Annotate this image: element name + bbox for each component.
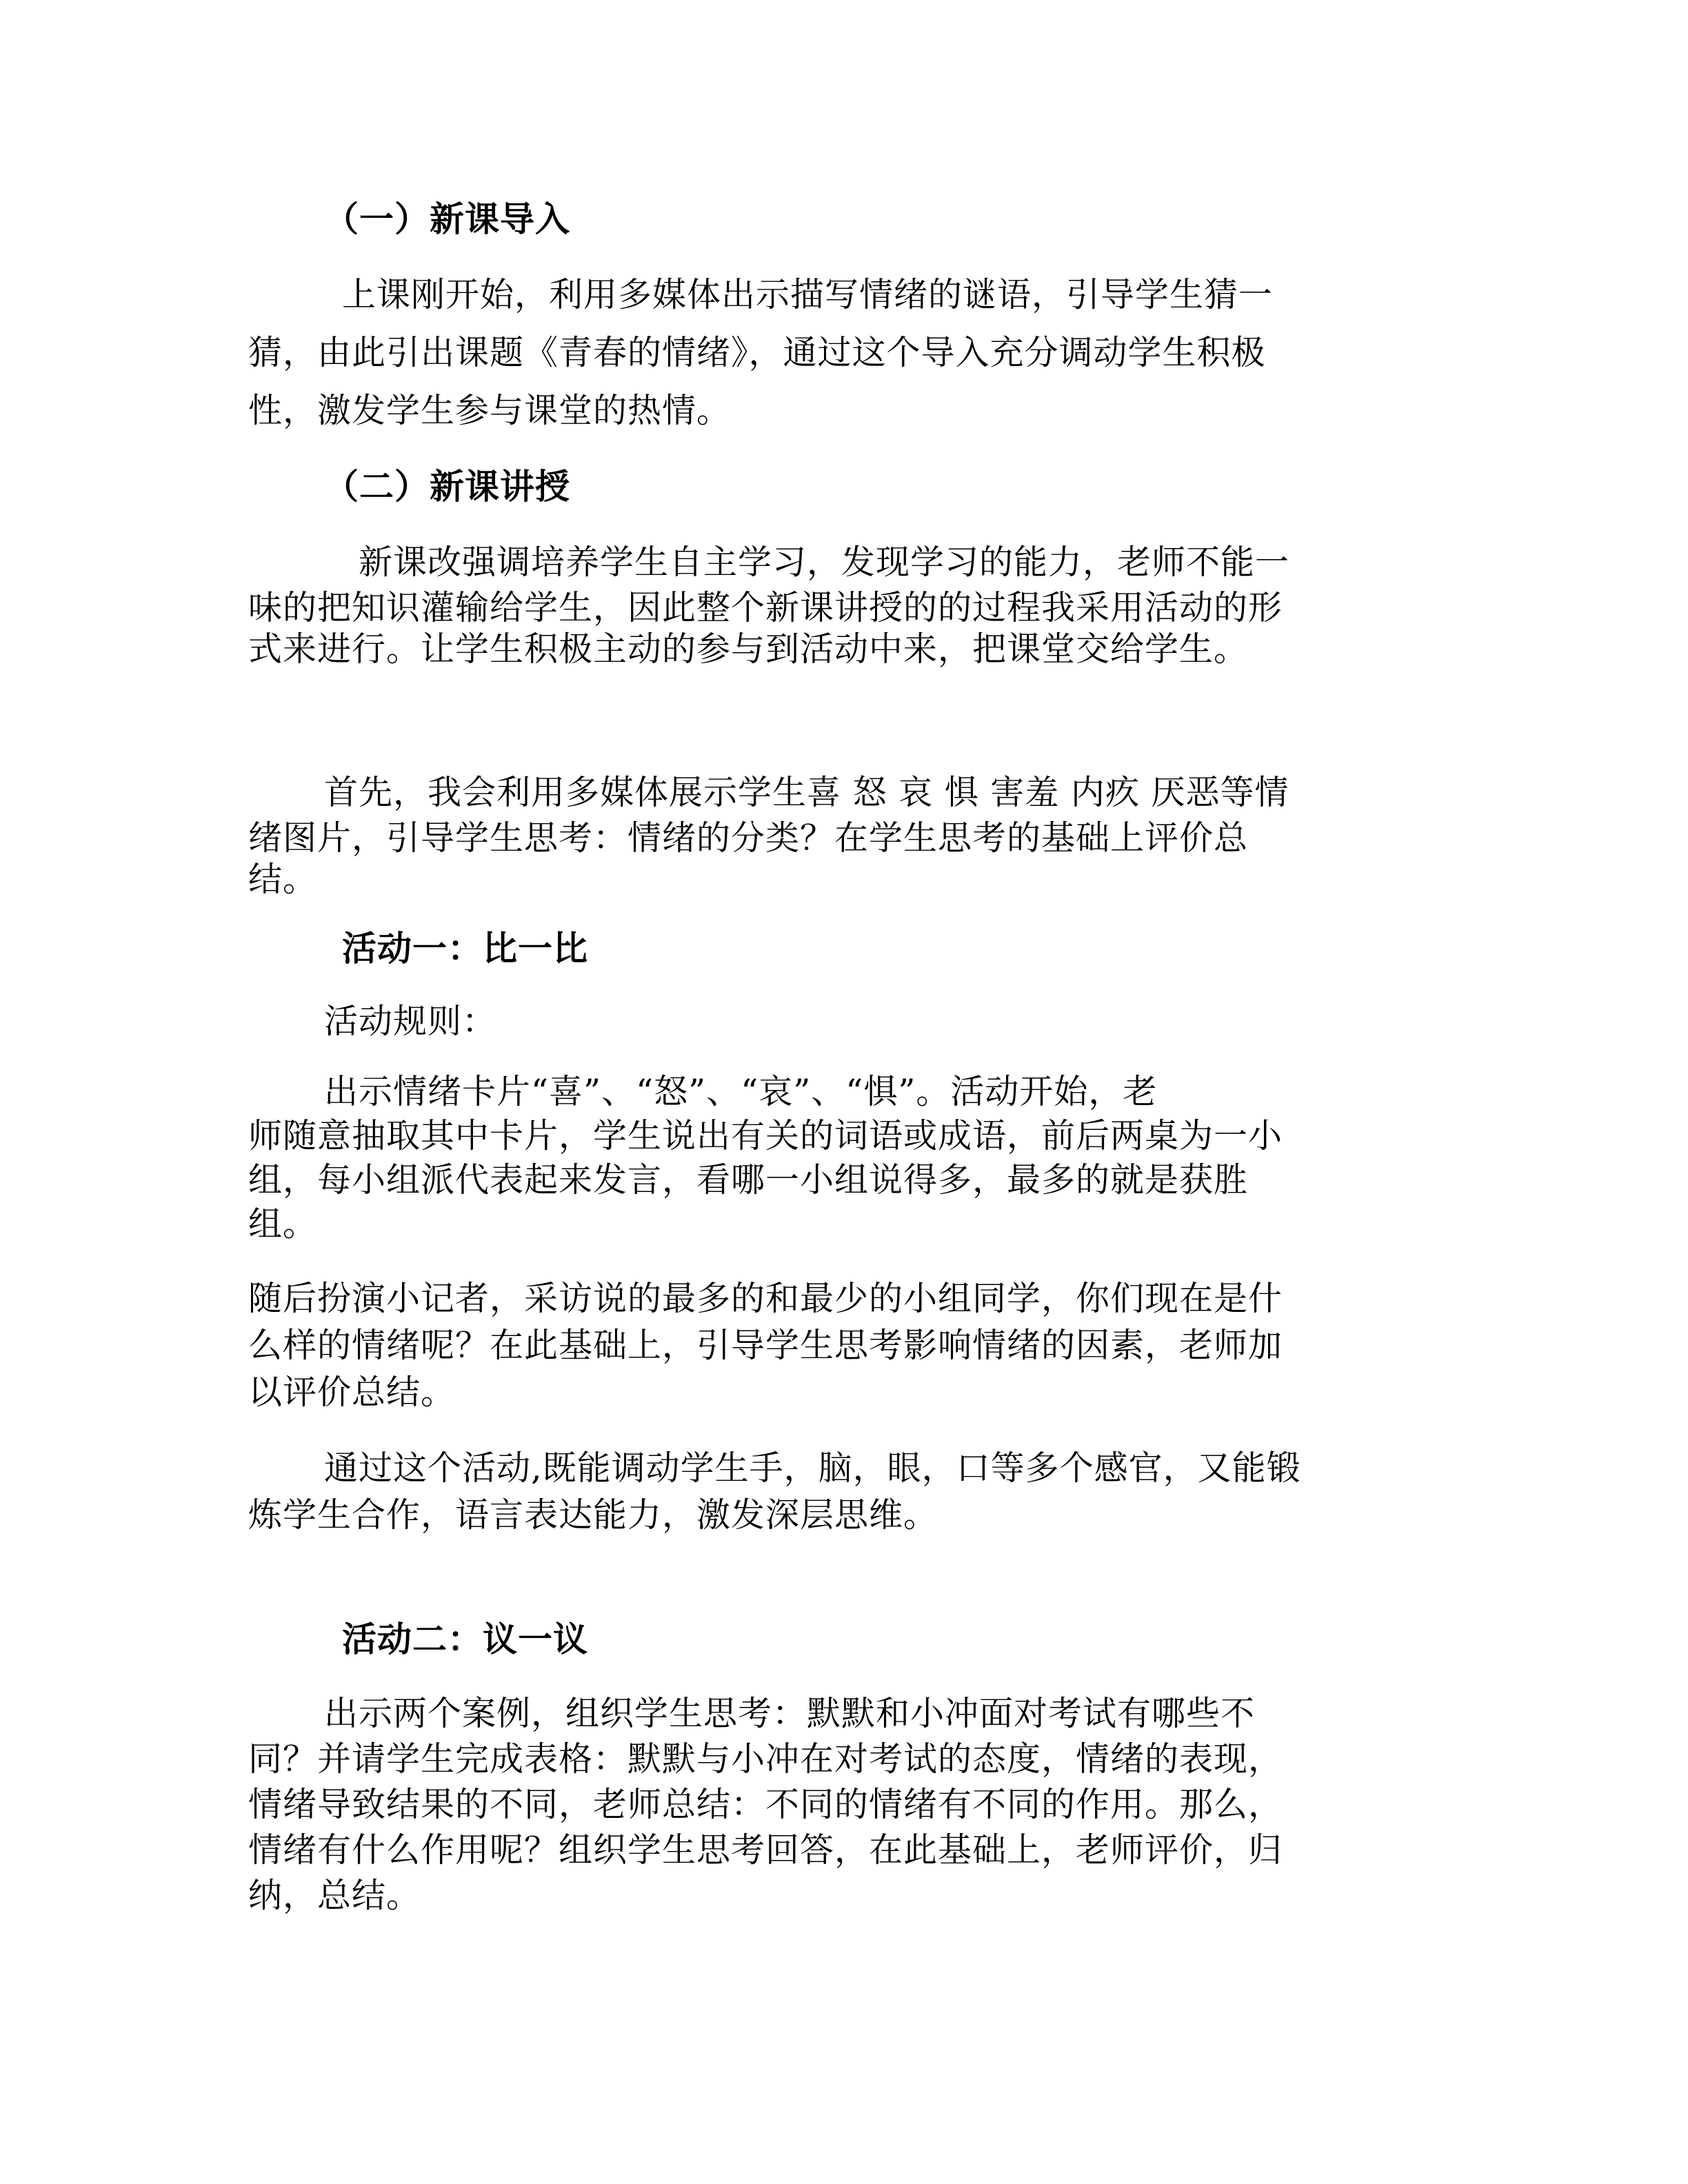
paragraph-line: 随后扮演小记者，采访说的最多的和最少的小组同学，你们现在是什 <box>248 1279 1283 1318</box>
paragraph-line: 新课改强调培养学生自主学习，发现学习的能力，老师不能一 <box>359 543 1290 582</box>
paragraph-line: 味的把知识灌输给学生，因此整个新课讲授的的过程我采用活动的形 <box>248 588 1283 627</box>
paragraph-line: 出示两个案例，组织学生思考：默默和小冲面对考试有哪些不 <box>324 1694 1256 1733</box>
paragraph-line: 通过这个活动,既能调动学生手，脑，眼，口等多个感官，又能锻 <box>324 1448 1301 1488</box>
activity-rules-label: 活动规则： <box>324 1002 497 1041</box>
paragraph-line: 么样的情绪呢？在此基础上，引导学生思考影响情绪的因素，老师加 <box>248 1326 1283 1365</box>
section-heading-new-lesson-teaching: （二）新课讲授 <box>324 466 570 507</box>
paragraph-line: 出示情绪卡片“喜”、“怒”、“哀”、“惧”。活动开始，老 <box>324 1072 1158 1111</box>
paragraph-line: 组，每小组派代表起来发言，看哪一小组说得多，最多的就是获胜 <box>248 1160 1249 1200</box>
paragraph-line: 组。 <box>248 1204 318 1244</box>
paragraph-line: 猜，由此引出课题《青春的情绪》，通过这个导入充分调动学生积极 <box>248 333 1266 372</box>
paragraph-line: 首先，我会利用多媒体展示学生喜 怒 哀 惧 害羞 内疚 厌恶等情 <box>324 773 1289 812</box>
paragraph-line: 师随意抽取其中卡片，学生说出有关的词语或成语，前后两桌为一小 <box>248 1116 1283 1155</box>
paragraph-line: 同？并请学生完成表格：默默与小冲在对考试的态度，情绪的表现， <box>248 1739 1283 1779</box>
paragraph-line: 结。 <box>248 860 318 899</box>
paragraph-line: 炼学生合作，语言表达能力，激发深层思维。 <box>248 1495 938 1535</box>
paragraph-line: 上课刚开始，利用多媒体出示描写情绪的谜语，引导学生猜一 <box>342 275 1274 314</box>
paragraph-line: 性，激发学生参与课堂的热情。 <box>248 391 732 430</box>
paragraph-line: 以评价总结。 <box>248 1373 456 1412</box>
paragraph-line: 情绪有什么作用呢？组织学生思考回答，在此基础上，老师评价，归 <box>248 1830 1283 1870</box>
section-heading-new-lesson-intro: （一）新课导入 <box>324 199 570 239</box>
paragraph-line: 情绪导致结果的不同，老师总结：不同的情绪有不同的作用。那么， <box>248 1785 1283 1824</box>
activity-heading-discuss: 活动二：议一议 <box>342 1619 588 1659</box>
paragraph-line: 纳，总结。 <box>248 1876 421 1915</box>
paragraph-line: 绪图片，引导学生思考：情绪的分类？在学生思考的基础上评价总 <box>248 818 1249 858</box>
paragraph-line: 式来进行。让学生积极主动的参与到活动中来，把课堂交给学生。 <box>248 629 1249 669</box>
activity-heading-compare: 活动一：比一比 <box>342 928 588 969</box>
